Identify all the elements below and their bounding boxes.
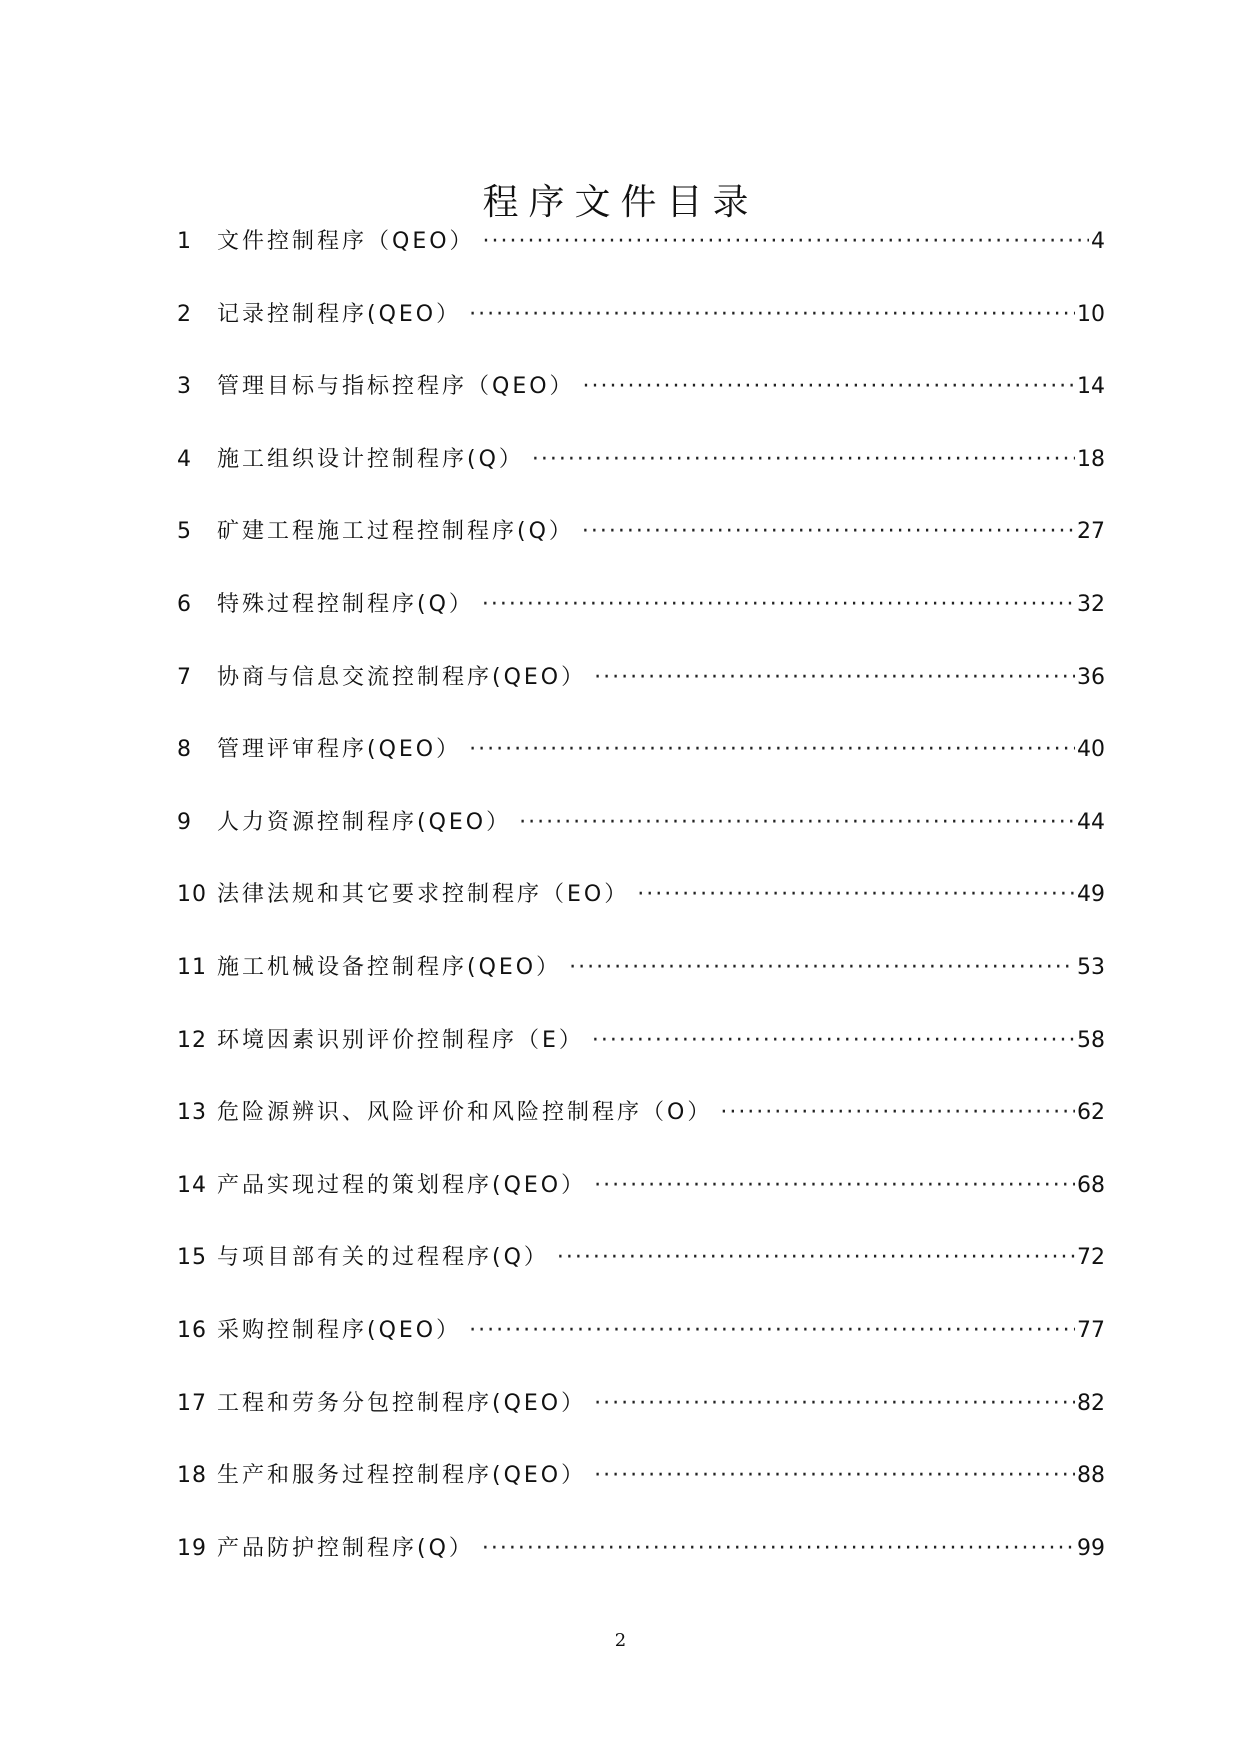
toc-entry-number: 15 — [177, 1245, 207, 1271]
toc-entry[interactable] — [177, 1458, 1105, 1531]
toc-entry[interactable] — [177, 297, 1105, 370]
toc-dot-leader — [594, 1463, 1075, 1488]
toc-entry[interactable] — [177, 587, 1105, 660]
toc-dot-leader — [482, 592, 1075, 617]
toc-entry-title: 管理评审程序(QEO） — [217, 737, 462, 763]
toc-entry-title: 矿建工程施工过程控制程序(Q） — [217, 519, 574, 545]
toc-entry[interactable] — [177, 1531, 1105, 1604]
toc-entry[interactable] — [177, 514, 1105, 587]
toc-entry-page: 62 — [1077, 1100, 1105, 1126]
toc-entry[interactable] — [177, 1023, 1105, 1096]
toc-entry[interactable] — [177, 732, 1105, 805]
toc-entry-number: 1 — [177, 229, 192, 254]
toc-entry[interactable] — [177, 442, 1105, 515]
toc-dot-leader — [582, 519, 1075, 544]
toc-entry-number: 5 — [177, 519, 192, 545]
toc-entry-title: 产品实现过程的策划程序(QEO） — [217, 1172, 587, 1198]
toc-entry-number: 18 — [177, 1463, 207, 1489]
toc-entry-number: 11 — [177, 954, 207, 980]
toc-entry-title: 产品防护控制程序(Q） — [217, 1535, 474, 1561]
toc-dot-leader — [583, 374, 1075, 399]
toc-entry[interactable] — [177, 877, 1105, 950]
toc-dot-leader — [594, 1173, 1075, 1198]
toc-entry-title: 与项目部有关的过程程序(Q） — [217, 1245, 549, 1271]
toc-entry-page: 36 — [1077, 664, 1105, 690]
toc-entry-title: 管理目标与指标控程序（QEO） — [217, 374, 575, 400]
toc-entry-page: 14 — [1077, 374, 1105, 400]
toc-entry-title: 人力资源控制程序(QEO） — [217, 809, 512, 835]
toc-entry[interactable] — [177, 1240, 1105, 1313]
toc-entry[interactable] — [177, 1168, 1105, 1241]
toc-entry-number: 12 — [177, 1027, 207, 1053]
toc-entry-number: 8 — [177, 737, 192, 763]
toc-entry-page: 58 — [1077, 1027, 1105, 1053]
toc-entry-number: 2 — [177, 301, 192, 327]
toc-entry-number: 17 — [177, 1390, 207, 1416]
toc-entry-title: 协商与信息交流控制程序(QEO） — [217, 664, 587, 690]
toc-entry[interactable] — [177, 369, 1105, 442]
toc-dot-leader — [569, 955, 1075, 980]
toc-entry[interactable] — [177, 660, 1105, 733]
toc-entry-number: 6 — [177, 591, 192, 617]
toc-entry[interactable] — [177, 950, 1105, 1023]
toc-entry[interactable] — [177, 1386, 1105, 1459]
toc-entry[interactable] — [177, 1313, 1105, 1386]
toc-entry-page: 40 — [1077, 737, 1105, 763]
toc-dot-leader — [594, 1391, 1075, 1416]
toc-entry-number: 14 — [177, 1172, 207, 1198]
toc-entry-page: 49 — [1077, 882, 1105, 908]
toc-entry-page: 4 — [1091, 229, 1105, 254]
toc-entry[interactable] — [177, 1095, 1105, 1168]
toc-entry-page: 82 — [1077, 1390, 1105, 1416]
toc-entry-title: 特殊过程控制程序(Q） — [217, 591, 474, 617]
page-number: 2 — [614, 1630, 627, 1651]
toc-dot-leader — [532, 447, 1075, 472]
toc-entry-number: 13 — [177, 1100, 207, 1126]
toc-dot-leader — [469, 737, 1075, 762]
toc-entry-number: 7 — [177, 664, 192, 690]
toc-entry-page: 44 — [1077, 809, 1105, 835]
toc-entry-page: 18 — [1077, 446, 1105, 472]
toc-dot-leader — [637, 882, 1075, 907]
toc-entry-page: 53 — [1077, 954, 1105, 980]
toc-entry-page: 27 — [1077, 519, 1105, 545]
toc-entry-page: 68 — [1077, 1172, 1105, 1198]
toc-entry-title: 施工机械设备控制程序(QEO） — [217, 954, 562, 980]
toc-entry-number: 10 — [177, 882, 207, 908]
toc-entry-page: 72 — [1077, 1245, 1105, 1271]
toc-entry-number: 4 — [177, 446, 192, 472]
toc-dot-leader — [594, 665, 1075, 690]
toc-entry-number: 19 — [177, 1535, 207, 1561]
toc-entry-title: 环境因素识别评价控制程序（E） — [217, 1027, 584, 1053]
toc-entry-title: 记录控制程序(QEO） — [217, 301, 462, 327]
toc-entry-title: 生产和服务过程控制程序(QEO） — [217, 1463, 587, 1489]
toc-entry-title: 工程和劳务分包控制程序(QEO） — [217, 1390, 587, 1416]
toc-entry-page: 32 — [1077, 591, 1105, 617]
toc-entry-title: 文件控制程序（QEO） — [217, 229, 475, 254]
toc-dot-leader — [519, 810, 1075, 835]
table-of-contents — [177, 224, 1105, 1603]
toc-entry-number: 3 — [177, 374, 192, 400]
toc-entry[interactable] — [177, 224, 1105, 297]
toc-dot-leader — [482, 1536, 1075, 1561]
toc-entry[interactable] — [177, 805, 1105, 878]
toc-entry-number: 9 — [177, 809, 192, 835]
toc-entry-page: 88 — [1077, 1463, 1105, 1489]
toc-entry-page: 10 — [1077, 301, 1105, 327]
toc-dot-leader — [592, 1028, 1075, 1053]
toc-dot-leader — [557, 1245, 1075, 1270]
toc-entry-page: 99 — [1077, 1535, 1105, 1561]
toc-dot-leader — [469, 1318, 1075, 1343]
toc-entry-title: 危险源辨识、风险评价和风险控制程序（O） — [217, 1100, 713, 1126]
toc-dot-leader — [483, 229, 1089, 254]
toc-entry-title: 法律法规和其它要求控制程序（EO） — [217, 882, 630, 908]
toc-dot-leader — [469, 302, 1075, 327]
toc-entry-title: 施工组织设计控制程序(Q） — [217, 446, 524, 472]
toc-dot-leader — [720, 1100, 1075, 1125]
page-title: 程序文件目录 — [482, 182, 759, 224]
toc-entry-page: 77 — [1077, 1317, 1105, 1343]
toc-entry-title: 采购控制程序(QEO） — [217, 1317, 462, 1343]
toc-entry-number: 16 — [177, 1317, 207, 1343]
